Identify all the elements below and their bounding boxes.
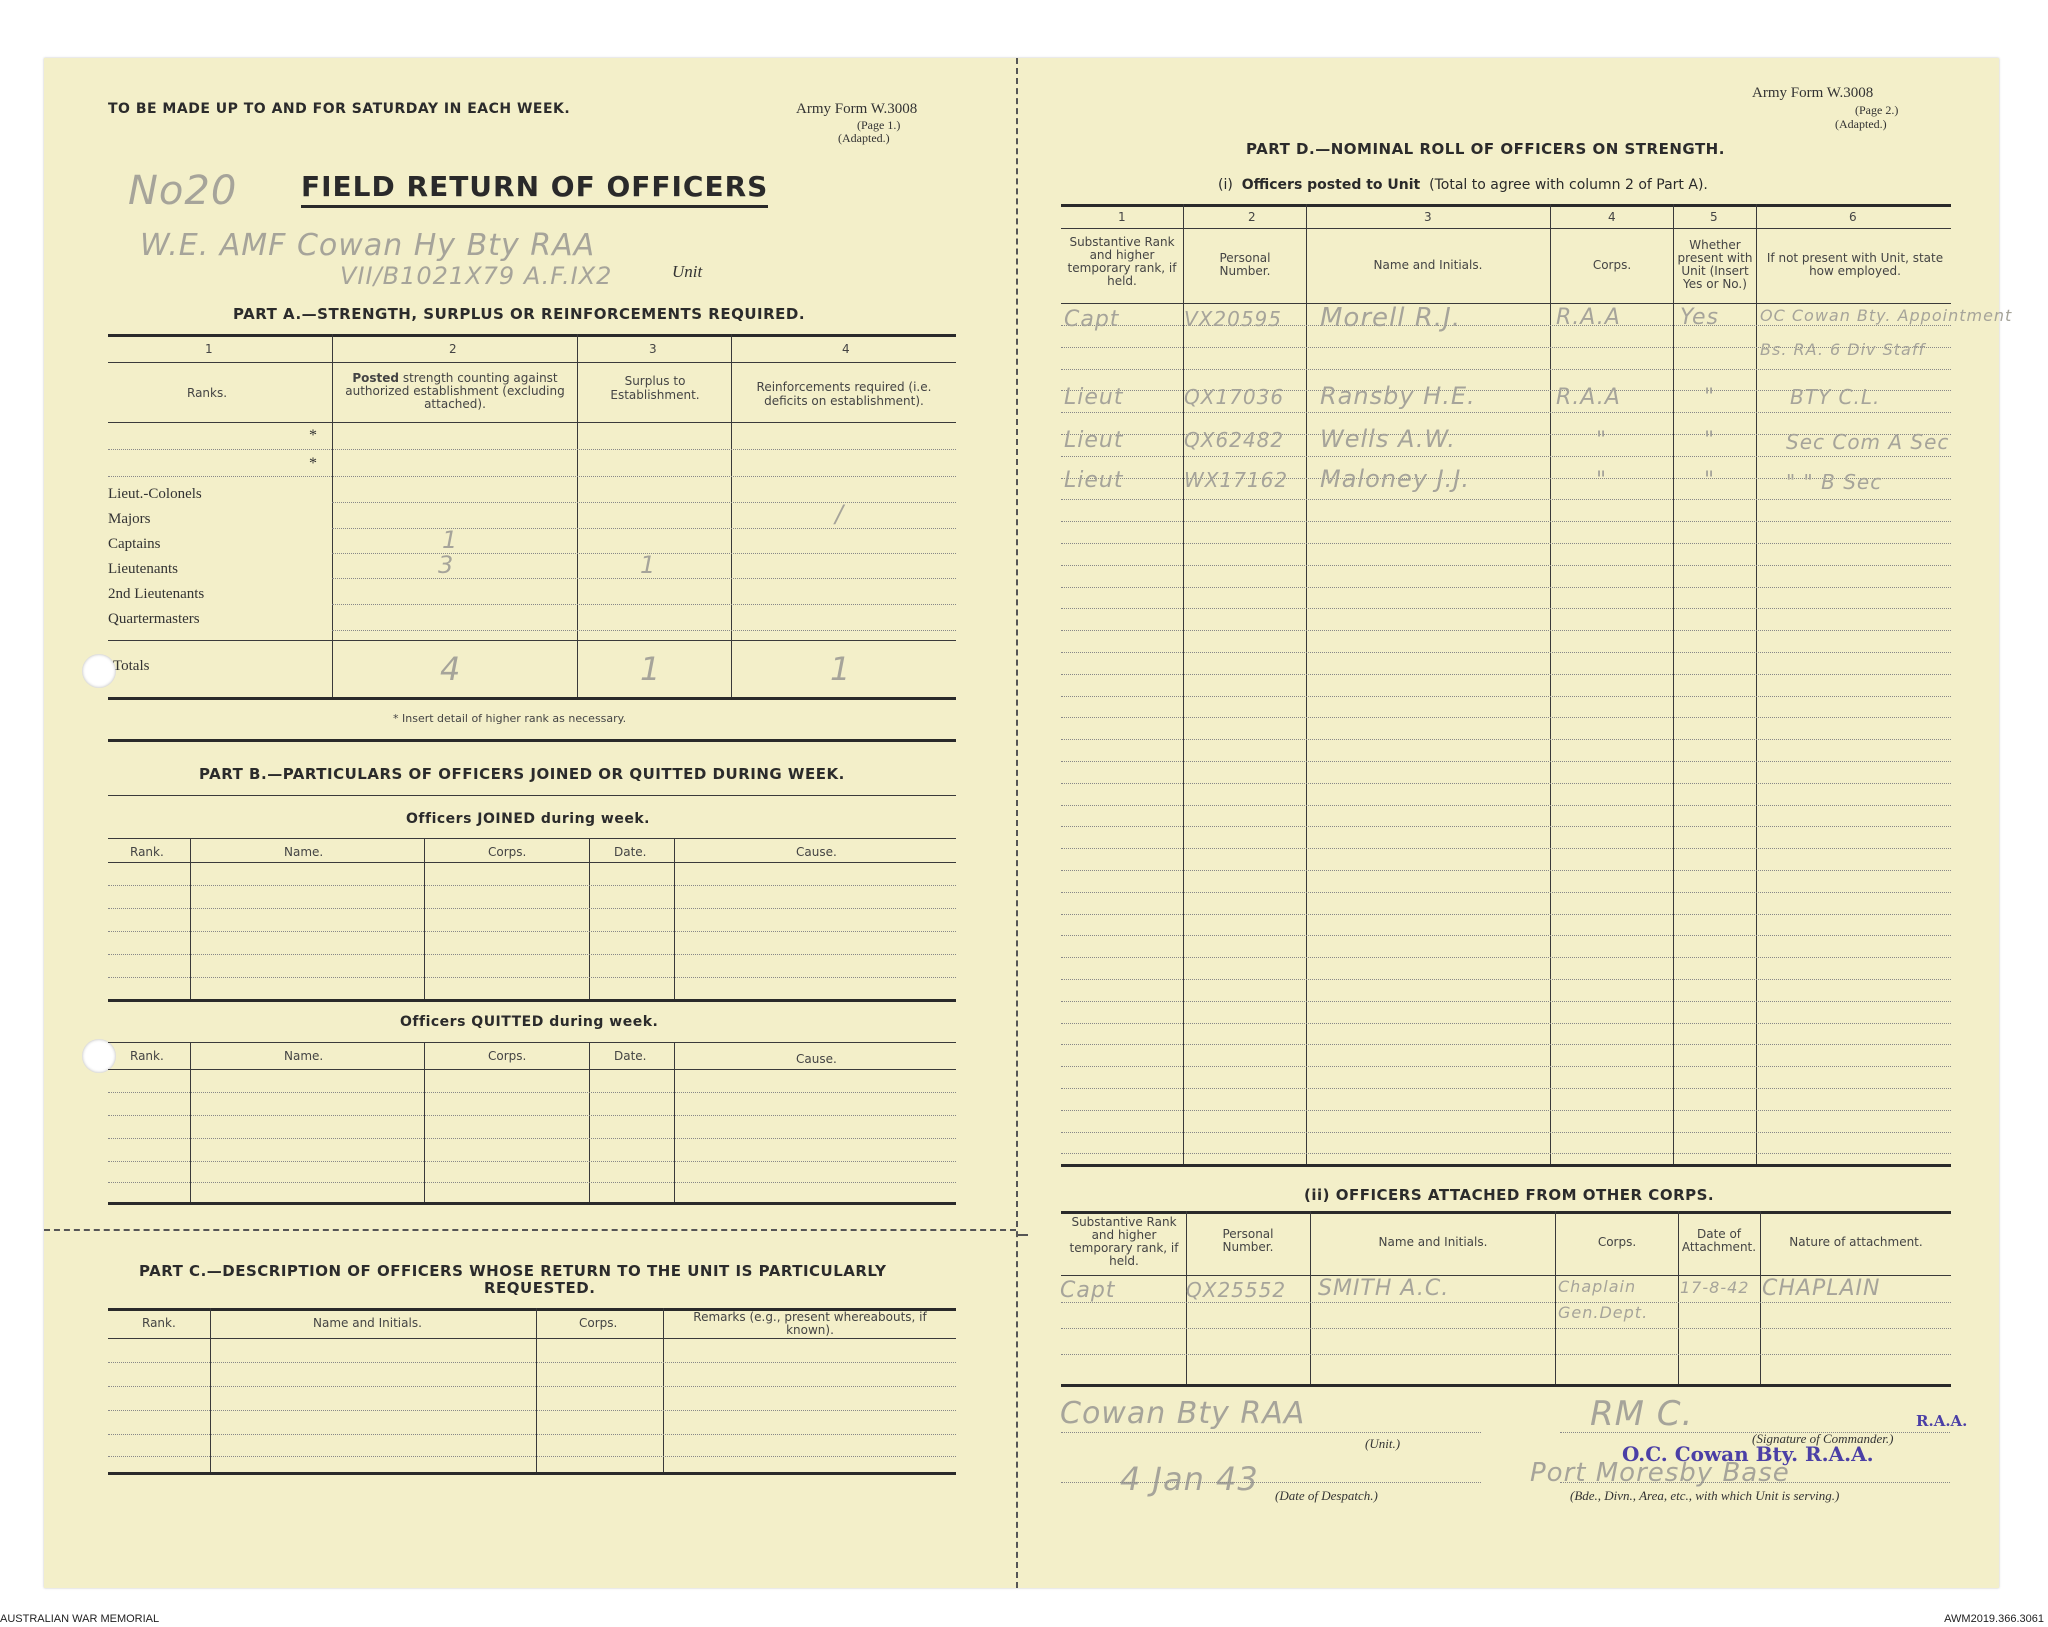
star-marker: *: [309, 455, 317, 472]
row-rule: [1061, 739, 1951, 740]
rule: [108, 739, 956, 742]
row-rule: [1061, 1132, 1951, 1133]
row-rule: [1061, 848, 1951, 849]
col-divider: [1678, 1211, 1679, 1384]
rule: [108, 838, 956, 839]
row-rule: [1061, 1066, 1951, 1067]
hw-date-value: 4 Jan 43: [1120, 1460, 1259, 1498]
part-c-col-name: Name and Initials.: [313, 1316, 422, 1330]
row-rule: [1061, 696, 1951, 697]
footer-accession: AWM2019.366.3061: [1944, 1613, 2044, 1625]
instruction-text: TO BE MADE UP TO AND FOR SATURDAY IN EACH WEEK.: [108, 101, 571, 117]
hw-row5-rank: Lieut: [1064, 468, 1124, 493]
joined-col-cause: Cause.: [796, 845, 837, 859]
col-divider: [1310, 1211, 1311, 1384]
part-d-heading: PART D.—NOMINAL ROLL OF OFFICERS ON STRENGTH.: [1246, 140, 1725, 158]
hw-row4-number: QX62482: [1184, 428, 1285, 452]
rule: [108, 422, 956, 423]
part-c-col-corps: Corps.: [579, 1316, 618, 1330]
rank-quartermasters: Quartermasters: [108, 611, 200, 627]
form-title: FIELD RETURN OF OFFICERS: [301, 170, 768, 208]
col-divider: [332, 334, 333, 697]
att-col-rank: Substantive Rank and higher temporary rank, if held.: [1069, 1215, 1179, 1268]
row-rule: [332, 630, 956, 631]
row-rule: [1061, 1023, 1951, 1024]
rank-captains: Captains: [108, 536, 161, 552]
col-divider: [190, 1042, 191, 1202]
joined-col-date: Date.: [614, 845, 647, 859]
hw-att-corps: Chaplain Gen.Dept.: [1558, 1277, 1649, 1322]
posted-header: [336, 372, 574, 411]
row-rule: [1061, 412, 1951, 413]
hw-row3-name: Ransby H.E.: [1320, 382, 1476, 410]
signoff-rule: [1061, 1432, 1481, 1433]
att-col-nature: Nature of attachment.: [1789, 1235, 1923, 1249]
col-divider: [424, 1042, 425, 1202]
col-number: 3: [649, 342, 657, 356]
hw-surplus-total: 1: [640, 650, 662, 688]
hw-reinf-total: 1: [830, 650, 852, 688]
signoff-rule: [1560, 1482, 1950, 1483]
quitted-col-rank: Rank.: [130, 1049, 164, 1063]
hw-row1-number: VX20595: [1184, 307, 1283, 331]
hw-row4-employment: Sec Com A Sec: [1786, 430, 1950, 454]
row-rule: [1061, 892, 1951, 893]
punch-hole: [82, 1039, 116, 1073]
sub-i-rest: (Total to agree with column 2 of Part A).: [1429, 177, 1708, 193]
rank-2nd-lieutenants: 2nd Lieutenants: [108, 586, 205, 602]
d-col-personal-number: Personal Number.: [1219, 251, 1271, 278]
row-rule: [108, 931, 956, 932]
unit-label: Unit: [672, 262, 703, 281]
ranks-header: Ranks.: [187, 386, 228, 400]
hw-row3-corps: R.A.A: [1556, 385, 1621, 410]
hw-row4-present: ": [1704, 428, 1716, 453]
col-divider: [1550, 204, 1551, 1164]
row-rule: [1061, 630, 1951, 631]
quitted-col-corps: Corps.: [488, 1049, 527, 1063]
part-c-col-rank: Rank.: [142, 1316, 176, 1330]
hw-row4-corps: ": [1596, 428, 1608, 453]
row-rule: [108, 1161, 956, 1162]
att-col-name: Name and Initials.: [1378, 1235, 1488, 1249]
joined-col-rank: Rank.: [130, 845, 164, 859]
rule: [108, 1069, 956, 1070]
row-rule: [108, 1138, 956, 1139]
hw-row5-number: WX17162: [1184, 468, 1289, 492]
row-rule: [108, 1092, 956, 1093]
army-form-label: Army Form W.3008: [796, 101, 918, 117]
row-rule: [108, 1115, 956, 1116]
rule: [108, 1042, 956, 1043]
cut-line: [44, 1229, 1016, 1231]
row-rule: [108, 885, 956, 886]
surplus-header: Surplus to Establishment.: [610, 374, 700, 402]
unit-caption: (Unit.): [1365, 1436, 1401, 1451]
hw-row5-name: Maloney J.J.: [1320, 465, 1470, 493]
row-rule: [1061, 1354, 1951, 1355]
d-col-number: 5: [1710, 210, 1718, 224]
rule: [108, 862, 956, 863]
row-rule: [1061, 369, 1951, 370]
rule: [108, 640, 956, 641]
row-rule: [1061, 783, 1951, 784]
col-divider: [424, 838, 425, 999]
rule: [108, 1202, 956, 1205]
adapted-label-p2: (Adapted.): [1835, 117, 1887, 131]
sub-i-prefix: (i): [1218, 177, 1233, 193]
part-b-heading: PART B.—PARTICULARS OF OFFICERS JOINED OR QUITTED DURING WEEK.: [199, 765, 845, 783]
row-rule: [108, 1182, 956, 1183]
d-col-number: 2: [1248, 210, 1256, 224]
att-col-corps: Corps.: [1597, 1235, 1637, 1249]
joined-col-corps: Corps.: [488, 845, 527, 859]
col-divider: [1760, 1211, 1761, 1384]
d-col-name: Name and Initials.: [1373, 258, 1483, 272]
stamp-oc: O.C. Cowan Bty. R.A.A.: [1622, 1442, 1874, 1466]
d-col-number: 6: [1849, 210, 1857, 224]
row-rule: [1061, 608, 1951, 609]
col-divider: [589, 838, 590, 999]
row-rule: [108, 1362, 956, 1363]
page-label-p2: (Page 2.): [1855, 103, 1899, 117]
row-rule: [1061, 1088, 1951, 1089]
signoff-rule: [1061, 1482, 1481, 1483]
hw-posted-total: 4: [440, 650, 462, 688]
quitted-col-cause: Cause.: [796, 1052, 837, 1066]
row-rule: [1061, 979, 1951, 980]
row-rule: [1061, 1044, 1951, 1045]
col-divider: [1306, 204, 1307, 1164]
hw-posted-lieutenants: 3: [438, 551, 455, 579]
row-rule: [108, 954, 956, 955]
row-rule: [108, 476, 956, 477]
signature-caption: (Signature of Commander.): [1752, 1431, 1894, 1446]
part-d-sub-i: [1218, 177, 1708, 193]
col-divider: [190, 838, 191, 999]
hw-row5-employment: " " B Sec: [1786, 470, 1883, 494]
hw-posted-captains: 1: [442, 526, 459, 554]
hw-row2-employment: Bs. RA. 6 Div Staff: [1760, 340, 1926, 359]
row-rule: [1061, 870, 1951, 871]
star-marker: *: [309, 427, 317, 444]
hw-row3-present: ": [1704, 385, 1716, 410]
cut-line-mark: [1016, 1234, 1028, 1236]
row-rule: [108, 1434, 956, 1435]
col-divider: [1183, 204, 1184, 1164]
att-col-number: Personal Number.: [1222, 1227, 1274, 1254]
signature: RM C.: [1590, 1394, 1694, 1434]
part-c-heading-cont: REQUESTED.: [484, 1279, 596, 1297]
row-rule: [1061, 456, 1951, 457]
row-rule: [332, 604, 956, 605]
adapted-label: (Adapted.): [838, 131, 890, 145]
reinforcements-header: Reinforcements required (i.e. deficits on establishment).: [756, 380, 932, 408]
hw-reinf-lieut-colonels: /: [835, 500, 845, 528]
quitted-col-date: Date.: [614, 1049, 647, 1063]
row-rule: [1061, 521, 1951, 522]
date-caption: (Date of Despatch.): [1275, 1488, 1378, 1503]
hw-att-rank: Capt: [1060, 1278, 1116, 1303]
part-a-heading: PART A.—STRENGTH, SURPLUS OR REINFORCEMENTS REQUIRED.: [233, 305, 806, 323]
row-rule: [1061, 499, 1951, 500]
col-divider: [674, 838, 675, 999]
d-col-employment: If not present with Unit, state how employed.: [1766, 251, 1944, 278]
joined-heading: Officers JOINED during week.: [406, 811, 650, 827]
hw-row3-employment: BTY C.L.: [1790, 385, 1881, 409]
col-divider: [1673, 204, 1674, 1164]
rule: [1061, 1211, 1951, 1214]
quitted-heading: Officers QUITTED during week.: [400, 1014, 659, 1030]
col-number: 1: [205, 342, 213, 356]
col-divider: [577, 334, 578, 697]
row-rule: [1061, 826, 1951, 827]
hw-unit-value: Cowan Bty RAA: [1060, 1396, 1306, 1431]
hw-row1-rank: Capt: [1064, 307, 1120, 332]
row-rule: [108, 1410, 956, 1411]
joined-col-name: Name.: [284, 845, 324, 859]
col-divider: [589, 1042, 590, 1202]
col-divider: [210, 1308, 211, 1472]
row-rule: [1061, 1001, 1951, 1002]
rule: [1061, 1384, 1951, 1387]
handwritten-unit: W.E. AMF Cowan Hy Bty RAA: [140, 228, 596, 263]
rule: [1061, 204, 1951, 207]
rule: [108, 334, 956, 337]
d-col-present: Whether present with Unit (Insert Yes or No.): [1677, 238, 1753, 291]
row-rule: [108, 977, 956, 978]
row-rule: [1061, 1302, 1951, 1303]
rule: [108, 999, 956, 1002]
hw-row4-name: Wells A.W.: [1320, 425, 1456, 453]
row-rule: [1061, 543, 1951, 544]
footer-credit: AUSTRALIAN WAR MEMORIAL: [0, 1613, 160, 1625]
row-rule: [108, 1386, 956, 1387]
row-rule: [1061, 1110, 1951, 1111]
rule: [108, 362, 956, 363]
rule: [1061, 228, 1951, 229]
rank-lieut-colonels: Lieut.-Colonels: [108, 486, 202, 502]
col-divider: [1555, 1211, 1556, 1384]
serving-caption: (Bde., Divn., Area, etc., with which Unit is serving.): [1570, 1488, 1840, 1503]
part-a-footnote: * Insert detail of higher rank as necessary.: [393, 712, 627, 725]
part-c-col-remarks: Remarks (e.g., present whereabouts, if known).: [693, 1310, 927, 1337]
row-rule: [332, 502, 956, 503]
hw-surplus-lieutenants: 1: [640, 551, 657, 579]
row-rule: [1061, 565, 1951, 566]
row-rule: [1061, 1153, 1951, 1154]
hw-serving-value: Port Moresby Base: [1530, 1458, 1790, 1488]
rule: [1061, 1164, 1951, 1167]
page-label: (Page 1.): [857, 118, 901, 132]
row-rule: [108, 908, 956, 909]
hw-row5-corps: ": [1596, 468, 1608, 493]
rank-majors: Majors: [108, 511, 151, 527]
row-rule: [332, 528, 956, 529]
row-rule: [108, 1456, 956, 1457]
hw-row1-employment: OC Cowan Bty. Appointment: [1760, 306, 2013, 325]
part-d-sub-ii: (ii) OFFICERS ATTACHED FROM OTHER CORPS.: [1304, 1186, 1715, 1204]
hw-att-nature: CHAPLAIN: [1762, 1276, 1881, 1301]
row-rule: [108, 449, 956, 450]
rank-lieutenants: Lieutenants: [108, 561, 178, 577]
col-number: 4: [842, 342, 850, 356]
row-rule: [1061, 805, 1951, 806]
d-col-number: 1: [1118, 210, 1126, 224]
hw-row1-present: Yes: [1680, 305, 1720, 330]
row-rule: [1061, 957, 1951, 958]
row-rule: [1061, 652, 1951, 653]
row-rule: [1061, 587, 1951, 588]
quitted-col-name: Name.: [284, 1049, 324, 1063]
rule: [108, 1338, 956, 1339]
hw-att-name: SMITH A.C.: [1318, 1276, 1450, 1301]
hw-row1-name: Morell R.J.: [1320, 303, 1461, 333]
col-divider: [536, 1308, 537, 1472]
col-divider: [663, 1308, 664, 1472]
att-col-date: Date of Attachment.: [1681, 1227, 1757, 1254]
hw-att-number: QX25552: [1186, 1278, 1287, 1302]
posted-header-bold: Posted: [352, 371, 400, 385]
rule: [1061, 303, 1951, 304]
handwritten-unit-code: VII/B1021X79 A.F.IX2: [340, 262, 613, 290]
col-divider: [1756, 204, 1757, 1164]
rule: [108, 697, 956, 700]
row-rule: [1061, 761, 1951, 762]
hw-row4-rank: Lieut: [1064, 428, 1124, 453]
col-number: 2: [449, 342, 457, 356]
d-col-number: 3: [1424, 210, 1432, 224]
d-col-rank: Substantive Rank and higher temporary rank, if held.: [1067, 235, 1177, 288]
handwritten-number: No20: [128, 168, 238, 214]
part-c-heading: PART C.—DESCRIPTION OF OFFICERS WHOSE RETURN TO THE UNIT IS PARTICULARLY: [139, 1262, 887, 1280]
totals-label: Totals: [113, 658, 150, 674]
hw-row3-number: QX17036: [1184, 385, 1285, 409]
col-divider: [674, 1042, 675, 1202]
row-rule: [1061, 914, 1951, 915]
col-divider: [731, 334, 732, 697]
punch-hole: [82, 654, 116, 688]
row-rule: [1061, 935, 1951, 936]
fold-line: [1016, 58, 1018, 1588]
hw-row3-rank: Lieut: [1064, 385, 1124, 410]
stamp-raa: R.A.A.: [1916, 1412, 1968, 1430]
rule: [108, 1472, 956, 1475]
row-rule: [1061, 717, 1951, 718]
rule: [108, 795, 956, 796]
d-col-number: 4: [1608, 210, 1616, 224]
hw-row1-corps: R.A.A: [1556, 305, 1621, 330]
row-rule: [1061, 1328, 1951, 1329]
hw-att-date: 17-8-42: [1680, 1278, 1750, 1297]
d-col-corps: Corps.: [1592, 258, 1632, 272]
sub-i-bold: Officers posted to Unit: [1241, 177, 1421, 193]
army-form-label-p2: Army Form W.3008: [1752, 85, 1874, 101]
row-rule: [1061, 674, 1951, 675]
posted-header-rest: strength counting against authorized establishment (excluding attached).: [345, 371, 565, 411]
hw-row5-present: ": [1704, 468, 1716, 493]
